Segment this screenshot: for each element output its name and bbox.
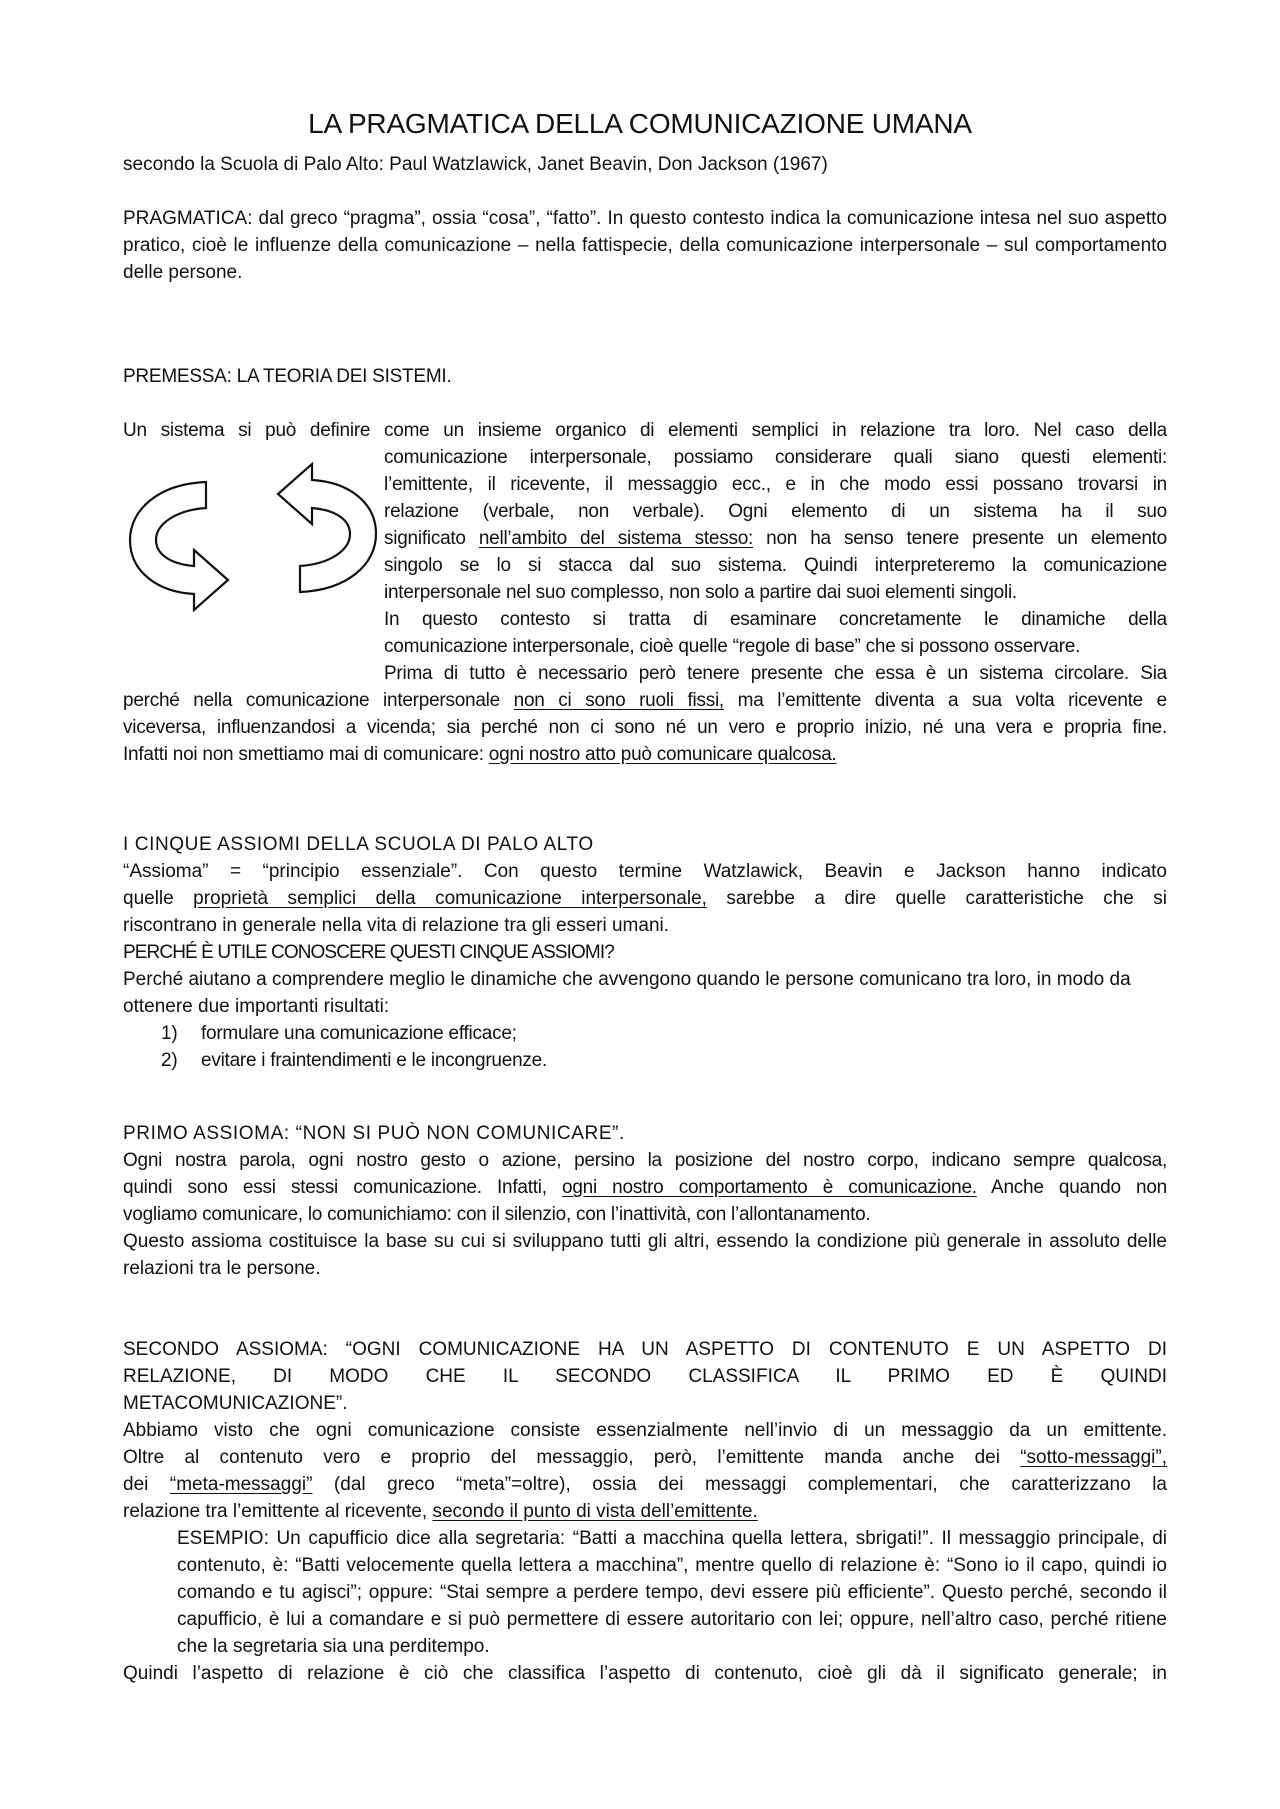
assiomi-line: quelle proprietà semplici della comunicazione interpersonale, sarebbe a dire quelle caratteristiche che si	[123, 888, 1167, 909]
premessa-column-line: comunicazione interpersonale, possiamo considerare quali siano questi elementi:	[384, 447, 1167, 468]
premessa-column-line: relazione (verbale, non verbale). Ogni elemento di un sistema ha il suo	[384, 501, 1167, 522]
assiomi-line: “Assioma” = “principio essenziale”. Con questo termine Watzlawick, Beavin e Jackson hanno indicato	[123, 861, 1167, 882]
list-item: 2) evitare i fraintendimenti e le incongruenze.	[161, 1050, 547, 1071]
secondo-last-line: Quindi l’aspetto di relazione è ciò che classifica l’aspetto di contenuto, cioè gli dà il significato generale; in	[123, 1663, 1167, 1684]
premessa-column-line: In questo contesto si tratta di esaminare concretamente le dinamiche della	[384, 609, 1167, 630]
premessa-column	[384, 444, 1167, 687]
premessa-tail-line: viceversa, influenzandosi a vicenda; sia perché non ci sono né un vero e proprio inizio, né una vera e propria fine.	[123, 717, 1167, 738]
secondo-line: relazione tra l’emittente al ricevente, secondo il punto di vista dell’emittente.	[123, 1501, 758, 1522]
premessa-column-line: singolo se lo si stacca dal suo sistema. Quindi interpreteremo la comunicazione	[384, 555, 1167, 576]
premessa-column-line: Prima di tutto è necessario però tenere presente che essa è un sistema circolare. Sia	[384, 663, 1167, 684]
secondo-line: dei “meta-messaggi” (dal greco “meta”=oltre), ossia dei messaggi complementari, che caratterizzano la	[123, 1474, 1167, 1495]
secondo-line: Abbiamo visto che ogni comunicazione consiste essenzialmente nell’invio di un messaggio da un emittente.	[123, 1420, 1167, 1441]
secondo-heading	[123, 1336, 1167, 1417]
secondo-heading-line: METACOMUNICAZIONE”.	[123, 1393, 348, 1414]
premessa-line: Un sistema si può definire come un insieme organico di elementi semplici in relazione tra loro. Nel caso della	[123, 420, 1167, 441]
premessa-column-line: comunicazione interpersonale, cioè quelle “regole di base” che si possono osservare.	[384, 636, 1081, 657]
assiomi-line: riscontrano in generale nella vita di relazione tra gli esseri umani.	[123, 915, 670, 936]
secondo-heading-line: RELAZIONE, DI MODO CHE IL SECONDO CLASSIFICA IL PRIMO ED È QUINDI	[123, 1366, 1167, 1387]
premessa-heading: PREMESSA: LA TEORIA DEI SISTEMI.	[123, 366, 452, 387]
primo-line: Ogni nostra parola, ogni nostro gesto o azione, persino la posizione del nostro corpo, indicano sempre qualcosa,	[123, 1150, 1167, 1171]
results-list	[123, 1020, 1167, 1074]
primo-heading: PRIMO ASSIOMA: “NON SI PUÒ NON COMUNICARE”.	[123, 1123, 625, 1144]
secondo-line: Oltre al contenuto vero e proprio del messaggio, però, l’emittente manda anche dei “sotto-messaggi”,	[123, 1447, 1167, 1468]
page-title: LA PRAGMATICA DELLA COMUNICAZIONE UMANA	[308, 107, 972, 139]
primo-paragraph-2: Questo assioma costituisce la base su cui si sviluppano tutti gli altri, essendo la condizione più generale in assoluto delle relazioni tra le persone.	[123, 1231, 1167, 1279]
pragmatica-paragraph: PRAGMATICA: dal greco “pragma”, ossia “cosa”, “fatto”. In questo contesto indica la comunicazione intesa nel suo aspetto pratico, cioè le influenze della comunicazione – nella fattispecie, della comunicazione interpersonale – sul comportamento delle persone.	[123, 208, 1167, 283]
premessa-tail-line: perché nella comunicazione interpersonale non ci sono ruoli fissi, ma l’emittente diventa a sua volta ricevente e	[123, 690, 1167, 711]
premessa-tail-line: Infatti noi non smettiamo mai di comunicare: ogni nostro atto può comunicare qualcosa.	[123, 744, 837, 765]
secondo-paragraph	[123, 1417, 1167, 1525]
assiomi-paragraph	[123, 858, 1167, 1020]
example-paragraph: ESEMPIO: Un capufficio dice alla segretaria: “Batti a macchina quella lettera, sbrigati!”. Il messaggio principale, di contenuto, è: “Batti velocemente quella lettera a macchina”, mentre quello di relazione è: “Sono io il capo, quindi io comando e tu agisci”; oppure: “Stai sempre a perdere tempo, devi essere più efficiente”. Questo perché, secondo il capufficio, è lui a comandare e si può permettere di essere autoritario con lei; oppure, nell’altro caso, perché ritiene che la segretaria sia una perditempo.	[177, 1528, 1167, 1657]
primo-paragraph	[123, 1147, 1167, 1228]
circular-arrows-icon	[128, 462, 378, 612]
primo-line: vogliamo comunicare, lo comunichiamo: con il silenzio, con l’inattività, con l’allontanamento.	[123, 1204, 871, 1225]
assiomi-heading: I CINQUE ASSIOMI DELLA SCUOLA DI PALO ALTO	[123, 834, 594, 855]
premessa-tail	[123, 687, 1167, 768]
primo-line: quindi sono essi stessi comunicazione. Infatti, ogni nostro comportamento è comunicazione. Anche quando non	[123, 1177, 1167, 1198]
assiomi-answer: Perché aiutano a comprendere meglio le dinamiche che avvengono quando le persone comunicano tra loro, in modo da ottenere due importanti risultati:	[123, 969, 1131, 1017]
assiomi-question: PERCHÉ È UTILE CONOSCERE QUESTI CINQUE ASSIOMI?	[123, 942, 614, 963]
subtitle: secondo la Scuola di Palo Alto: Paul Watzlawick, Janet Beavin, Don Jackson (1967)	[123, 154, 828, 175]
premessa-column-line: significato nell’ambito del sistema stesso: non ha senso tenere presente un elemento	[384, 528, 1167, 549]
premessa-column-line: l’emittente, il ricevente, il messaggio ecc., e in che modo essi possano trovarsi in	[384, 474, 1167, 495]
premessa-column-line: interpersonale nel suo complesso, non solo a partire dai suoi elementi singoli.	[384, 582, 1017, 603]
secondo-heading-line: SECONDO ASSIOMA: “OGNI COMUNICAZIONE HA UN ASPETTO DI CONTENUTO E UN ASPETTO DI	[123, 1339, 1167, 1360]
list-item: 1) formulare una comunicazione efficace;	[161, 1023, 517, 1044]
